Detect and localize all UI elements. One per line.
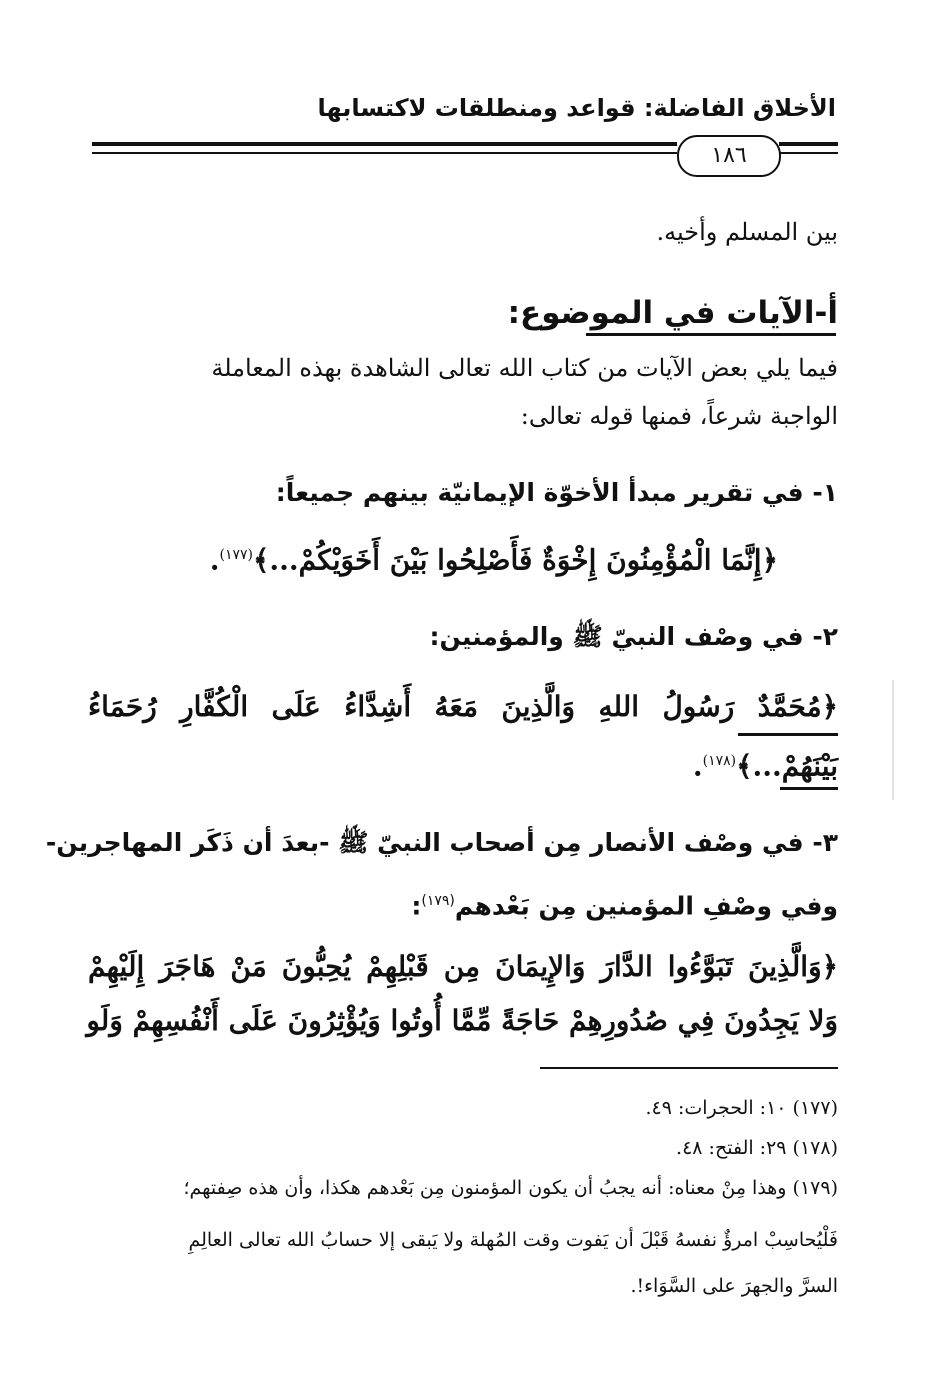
item-3-end-punct: : bbox=[411, 891, 422, 921]
footnote-ref-177: (١٧٧) bbox=[219, 547, 253, 563]
item-2-verse-line-1: ﴿مُحَمَّدٌ رَسُولُ اللهِ وَالَّذِينَ مَعَهُ أَشِدَّاءُ عَلَى الْكُفَّارِ رُحَمَاءُ bbox=[88, 690, 838, 723]
scan-margin-mark bbox=[892, 680, 894, 800]
item-3-verse-line-2: وَلا يَجِدُونَ فِي صُدُورِهِمْ حَاجَةً مِّمَّا أُوتُوا وَيُؤْثِرُونَ عَلَى أَنْفُسِهِمْ وَلَو bbox=[86, 1004, 838, 1037]
item-2-verse-line-2-wrap bbox=[88, 736, 838, 786]
header-rule-left-thin bbox=[92, 152, 677, 154]
footnote-179-line-1: (١٧٩) وهذا مِنْ معناه: أنه يجبُ أن يكون المؤمنون مِن بَعْدهم هكذا، وأن هذه صِفتهم؛ bbox=[183, 1177, 838, 1199]
section-heading-underline bbox=[586, 333, 836, 336]
item-3-heading-line-1: ٣- في وصْف الأنصار مِن أصحاب النبيّ ﷺ -بعدَ أن ذَكَر المهاجرين- bbox=[45, 828, 838, 857]
item-2-verse-line-2: بَيْنَهُمْ...﴾ bbox=[736, 749, 838, 783]
footnote-separator bbox=[540, 1067, 838, 1069]
footnote-179-line-3: السرَّ والجهرَ على السَّوَاء!. bbox=[630, 1275, 838, 1297]
footnote-ref-179: (١٧٩) bbox=[421, 893, 455, 909]
item-3-verse-line-1: ﴿وَالَّذِينَ تَبَوَّءُوا الدَّارَ وَالإِيمَانَ مِن قَبْلِهِمْ يُحِبُّونَ مَنْ هَاجَرَ إِلَيْهِمْ bbox=[88, 950, 838, 983]
item-3-heading-line-2-wrap bbox=[88, 880, 838, 922]
item-1-verse: ﴿إِنَّمَا الْمُؤْمِنُونَ إِخْوَةٌ فَأَصْلِحُوا بَيْنَ أَخَوَيْكُمْ...﴾ bbox=[252, 543, 778, 577]
footnote-179-line-2: فَلْيُحاسِبْ امرؤٌ نفسهُ قَبْلَ أن يَفوت وقت المُهلة ولا يَبقى إلا حسابُ الله تعالى العالِمِ bbox=[188, 1229, 838, 1251]
footnote-177: (١٧٧) ١٠: الحجرات: ٤٩. bbox=[645, 1097, 838, 1119]
item-2-verse-underline-2 bbox=[780, 787, 838, 790]
header-rule-right bbox=[779, 142, 838, 146]
footnote-178: (١٧٨) ٢٩: الفتح: ٤٨. bbox=[676, 1137, 838, 1159]
item-2-end-punct: . bbox=[692, 749, 703, 783]
section-heading: أ-الآيات في الموضوع: bbox=[507, 295, 838, 331]
item-1-end-punct: . bbox=[209, 543, 220, 577]
item-3-heading-line-2: وفي وصْفِ المؤمنين مِن بَعْدهم bbox=[454, 891, 838, 921]
page-number: ١٨٦ bbox=[677, 135, 781, 177]
paragraph-line-2: الواجبة شرعاً، فمنها قوله تعالى: bbox=[520, 402, 838, 430]
paragraph-line-1: فيما يلي بعض الآيات من كتاب الله تعالى الشاهدة بهذه المعاملة bbox=[211, 354, 838, 382]
header-rule-left bbox=[92, 142, 677, 146]
intro-line: بين المسلم وأخيه. bbox=[656, 218, 838, 246]
footnote-ref-178: (١٧٨) bbox=[702, 753, 737, 769]
item-2-heading: ٢- في وصْف النبيّ ﷺ والمؤمنين: bbox=[429, 622, 838, 651]
item-1-heading: ١- في تقرير مبدأ الأخوّة الإيمانيّة بينهم جميعاً: bbox=[275, 478, 838, 507]
running-header-title: الأخلاق الفاضلة: قواعد ومنطلقات لاكتسابها bbox=[317, 94, 836, 122]
item-1-verse-line bbox=[88, 530, 778, 580]
header-rule-right-thin bbox=[779, 152, 838, 154]
